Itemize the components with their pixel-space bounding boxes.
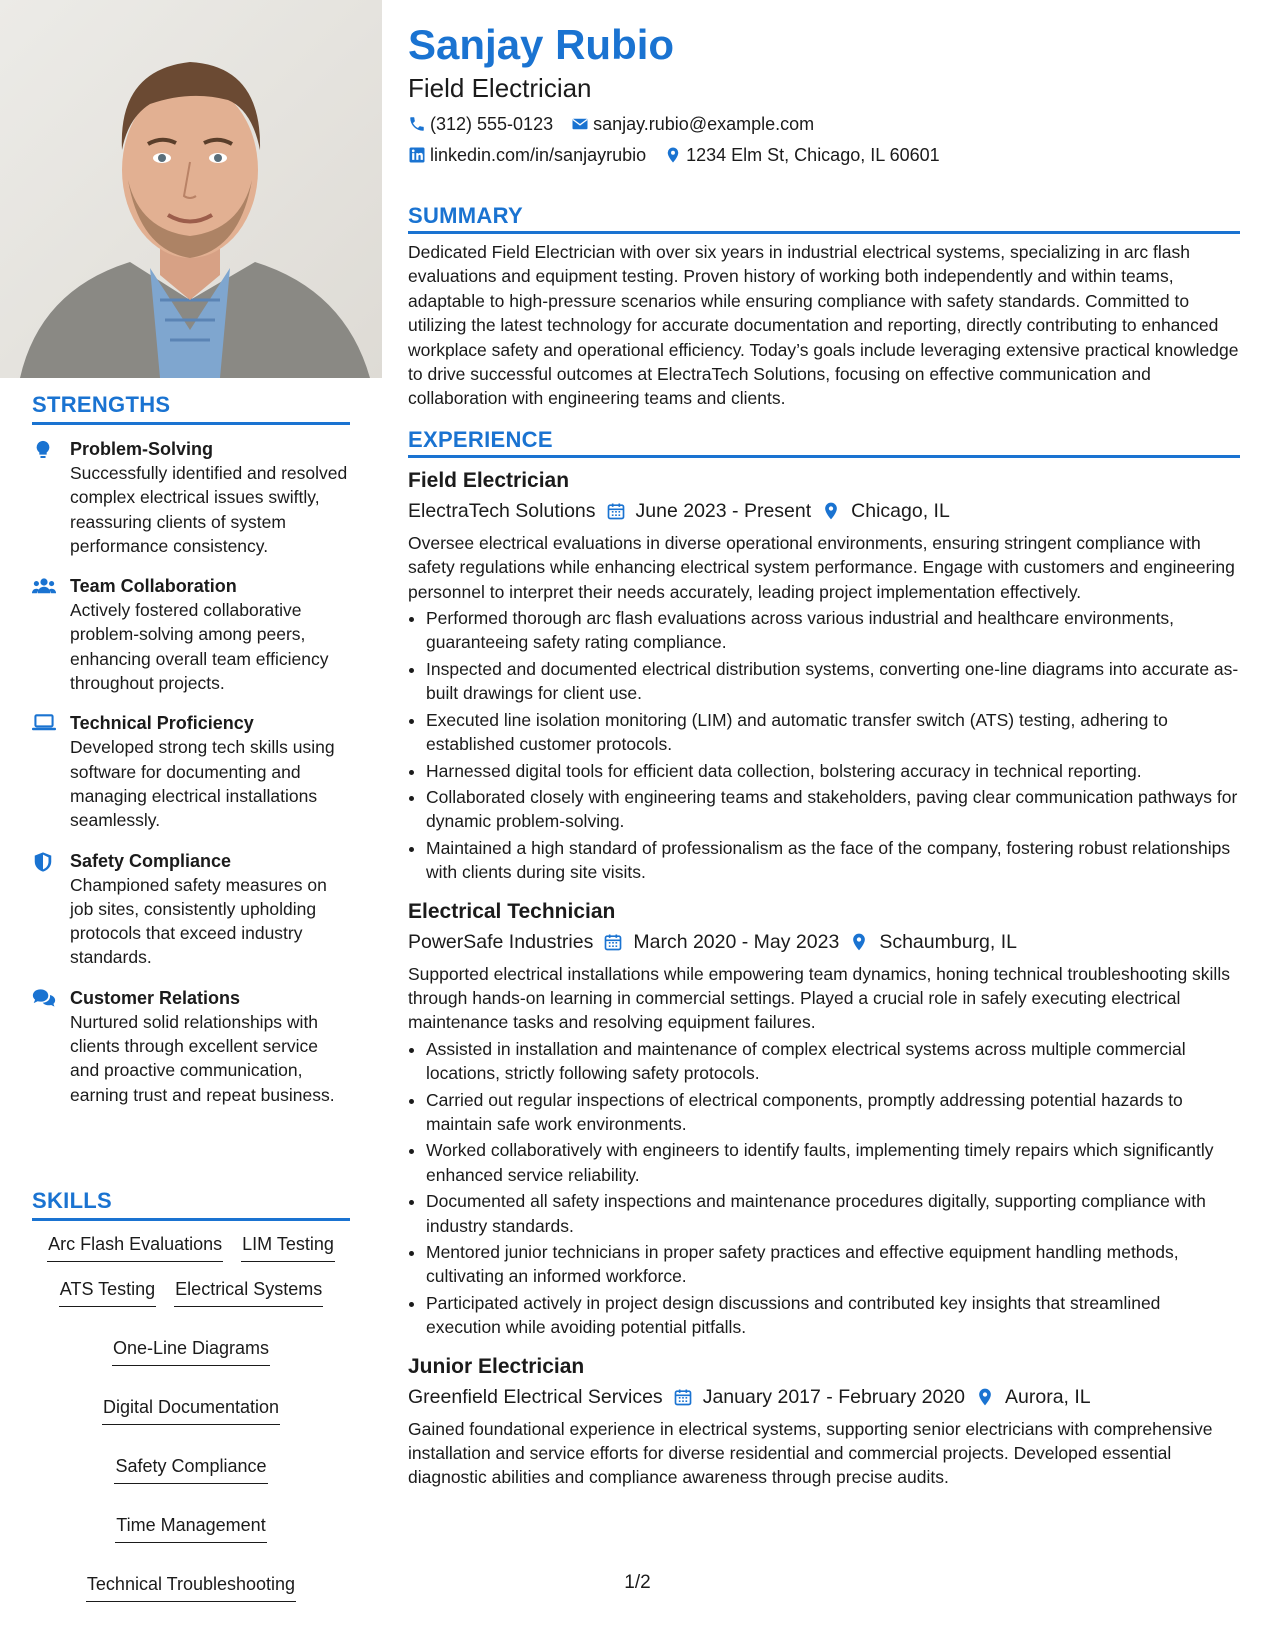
company-name: ElectraTech Solutions	[408, 499, 596, 522]
strength-desc: Developed strong tech skills using software for documenting and managing electrical installations seamlessly.	[70, 737, 335, 831]
strength-item	[32, 849, 350, 970]
map-pin-icon	[821, 501, 841, 521]
calendar-icon	[673, 1387, 693, 1407]
candidate-role: Field Electrician	[408, 73, 592, 103]
job-location: Chicago, IL	[851, 499, 950, 522]
list-item: • Documented all safety inspections and maintenance procedures digitally, supporting compliance with industry standards.	[426, 1189, 1240, 1238]
strength-title: Team Collaboration	[70, 576, 237, 597]
users-icon	[32, 576, 56, 596]
list-item: • Worked collaboratively with engineers to identify faults, implementing timely repairs which significantly enhanced service reliability.	[426, 1138, 1240, 1187]
list-item: • Maintained a high standard of professionalism as the face of the company, fostering robust relationships with clients during site visits.	[426, 836, 1240, 885]
map-pin-icon	[849, 932, 869, 952]
strength-title: Problem-Solving	[70, 439, 214, 459]
contact-row	[408, 112, 1240, 136]
experience-section	[408, 427, 1240, 1490]
job-meta	[408, 928, 1240, 956]
address-text: 1234 Elm St, Chicago, IL 60601	[686, 145, 940, 165]
job-entry	[408, 466, 1240, 885]
company-name: PowerSafe Industries	[408, 930, 594, 953]
job-meta	[408, 497, 1240, 525]
strength-title: Technical Proficiency	[70, 713, 254, 734]
list-item: • Performed thorough arc flash evaluations across various industrial and healthcare environments, guaranteeing safety rating compliance.	[426, 606, 1240, 655]
shield-icon	[32, 851, 56, 871]
skill-tag: Technical Troubleshooting	[86, 1571, 296, 1602]
experience-title: EXPERIENCE	[408, 426, 553, 452]
skill-tag: Electrical Systems	[174, 1276, 323, 1307]
email-text: sanjay.rubio@example.com	[593, 114, 815, 134]
list-item: • Mentored junior technicians in proper safety practices and effective equipment handling methods, cultivating an informed workforce.	[426, 1240, 1240, 1289]
job-bullets	[408, 606, 1240, 884]
job-title: Field Electrician	[408, 468, 570, 492]
list-item: • Assisted in installation and maintenance of complex electrical systems across multiple commercial locations, strictly following safety protocols.	[426, 1037, 1240, 1086]
job-dates: January 2017 - February 2020	[702, 1385, 966, 1408]
job-description: Supported electrical installations while empowering team dynamics, honing technical troubleshooting skills through hands-on learning in commercial settings. Played a crucial role in safely executing electrical maintenance tasks and resolving equipment failures.	[408, 963, 1230, 1033]
linkedin-text: linkedin.com/in/sanjayrubio	[430, 145, 647, 165]
list-item: • Participated actively in project design discussions and contributed key insights that streamlined execution while avoiding potential pitfalls.	[426, 1291, 1240, 1340]
summary-title: SUMMARY	[408, 203, 523, 228]
profile-photo	[0, 0, 382, 378]
strength-desc: Championed safety measures on job sites, consistently upholding protocols that exceed industry standards.	[70, 874, 327, 968]
company-name: Greenfield Electrical Services	[408, 1385, 663, 1408]
job-title: Electrical Technician	[408, 899, 616, 923]
skill-tag: Arc Flash Evaluations	[47, 1231, 223, 1262]
skill-tag: LIM Testing	[241, 1231, 335, 1262]
skills-title: SKILLS	[32, 1188, 113, 1213]
main-content	[408, 20, 1240, 1490]
strength-title: Safety Compliance	[70, 850, 232, 871]
skill-tag: Time Management	[115, 1512, 266, 1543]
job-dates: June 2023 - Present	[635, 499, 812, 522]
skill-tag: ATS Testing	[59, 1276, 156, 1307]
linkedin-icon	[408, 146, 426, 164]
job-location: Aurora, IL	[1005, 1385, 1091, 1408]
job-meta	[408, 1383, 1240, 1411]
linkedin-contact[interactable]	[408, 143, 646, 167]
strength-desc: Actively fostered collaborative problem-solving among peers, enhancing overall team efficiency throughout projects.	[70, 600, 329, 694]
contact-row	[408, 143, 1240, 167]
page-number: 1/2	[624, 1572, 651, 1593]
skill-tag: One-Line Diagrams	[112, 1335, 270, 1366]
job-description: Oversee electrical evaluations in diverse operational environments, ensuring stringent compliance with safety regulations while enhancing electrical system performance. Engage with customers and engineering personnel to interpret their needs accurately, leading project implementation effectively.	[408, 532, 1235, 602]
strength-item	[32, 574, 350, 695]
strengths-title: STRENGTHS	[32, 392, 171, 417]
phone-contact[interactable]	[408, 112, 553, 136]
list-item: • Harnessed digital tools for efficient data collection, bolstering accuracy in technical reporting.	[426, 759, 1240, 783]
strength-item	[32, 986, 350, 1107]
strength-item	[32, 437, 350, 558]
section-divider	[32, 422, 350, 425]
address-contact	[664, 143, 940, 167]
job-description: Gained foundational experience in electrical systems, supporting senior electricians with comprehensive installation and service efforts for diverse residential and commercial projects. Developed essential diagnostic abilities and compliance awareness through precise audits.	[408, 1418, 1213, 1488]
section-divider	[32, 1218, 350, 1221]
strengths-section	[32, 392, 350, 1123]
phone-text: (312) 555-0123	[430, 114, 554, 134]
sidebar	[0, 0, 382, 1650]
strength-title: Customer Relations	[70, 987, 241, 1008]
job-entry	[408, 897, 1240, 1340]
phone-icon	[408, 115, 426, 133]
job-bullets	[408, 1037, 1240, 1340]
lightbulb-icon	[32, 439, 56, 459]
job-entry	[408, 1352, 1240, 1490]
section-divider	[408, 231, 1240, 234]
list-item: • Carried out regular inspections of electrical components, promptly addressing potential hazards to maintain safe work environments.	[426, 1088, 1240, 1137]
skill-tag: Digital Documentation	[102, 1394, 280, 1425]
list-item: • Inspected and documented electrical distribution systems, converting one-line diagrams into accurate as-built drawings for client use.	[426, 657, 1240, 706]
map-pin-icon	[975, 1387, 995, 1407]
skills-list	[32, 1231, 350, 1602]
comments-icon	[32, 988, 56, 1008]
job-dates: March 2020 - May 2023	[633, 930, 840, 953]
strength-item	[32, 711, 350, 832]
email-contact[interactable]	[571, 112, 814, 136]
candidate-name: Sanjay Rubio	[408, 21, 675, 68]
map-pin-icon	[664, 146, 682, 164]
section-divider	[408, 455, 1240, 458]
summary-section	[408, 203, 1240, 411]
laptop-icon	[32, 713, 56, 733]
skills-section	[32, 1188, 350, 1602]
list-item: • Collaborated closely with engineering teams and stakeholders, paving clear communication pathways for dynamic problem-solving.	[426, 785, 1240, 834]
strength-desc: Nurtured solid relationships with clients through excellent service and proactive communication, earning trust and repeat business.	[70, 1011, 335, 1105]
summary-text: Dedicated Field Electrician with over six years in industrial electrical systems, specializing in arc flash evaluations and equipment testing. Proven history of working both independently and within teams, adaptable to high-pressure scenarios while ensuring compliance with safety standards. Committed to utilizing the latest technology for accurate documentation and reporting, directly contributing to enhanced workplace safety and operational efficiency. Today’s goals include leveraging extensive practical knowledge to drive successful outcomes at ElectraTech Solutions, focusing on effective communication and collaboration with engineering teams and clients.	[408, 242, 1239, 409]
calendar-icon	[606, 501, 626, 521]
calendar-icon	[603, 932, 623, 952]
skill-tag: Safety Compliance	[114, 1453, 267, 1484]
envelope-icon	[571, 115, 589, 133]
list-item: • Executed line isolation monitoring (LIM) and automatic transfer switch (ATS) testing, adhering to established customer protocols.	[426, 708, 1240, 757]
job-title: Junior Electrician	[408, 1354, 585, 1378]
strength-desc: Successfully identified and resolved complex electrical issues swiftly, reassuring clients of system performance consistency.	[70, 463, 348, 556]
job-location: Schaumburg, IL	[879, 930, 1017, 953]
